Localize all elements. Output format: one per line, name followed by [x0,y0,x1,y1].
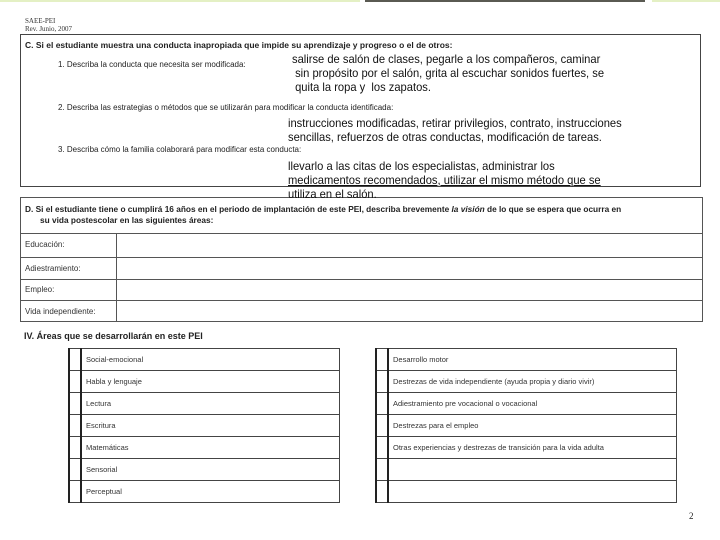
area-label: Destrezas de vida independiente (ayuda propia y diario vivir) [388,371,677,393]
areas-table-right [375,348,677,503]
area-checkbox[interactable] [69,481,81,503]
answer-line: llevarlo a las citas de los especialistas, administrar los [288,159,555,173]
row-empleo[interactable] [21,279,702,294]
area-row [376,393,677,415]
row-label: Adiestramiento: [25,264,81,273]
area-row [69,481,340,503]
answer-line: sencillas, refuerzos de otras conductas, modificación de tareas. [288,130,602,144]
area-label: Matemáticas [81,437,340,459]
row-label: Vida independiente: [25,307,96,316]
area-label: Perceptual [81,481,340,503]
answer-line: quita la ropa y los zapatos. [292,80,431,94]
item-2-label: 2. Describa las estrategias o métodos que se utilizarán para modificar la conducta identificada: [58,103,394,112]
answer-line: salirse de salón de clases, pegarle a los compañeros, caminar [292,52,601,66]
column-divider [116,233,117,321]
area-checkbox[interactable] [69,349,81,371]
section-d-title-line2: su vida postescolar en las siguientes áreas: [40,215,214,225]
area-row [376,481,677,503]
area-row [69,393,340,415]
area-checkbox[interactable] [376,437,388,459]
item-2-answer[interactable] [288,116,622,144]
area-checkbox[interactable] [69,371,81,393]
area-label [388,459,677,481]
area-label: Otras experiencias y destrezas de transición para la vida adulta [388,437,677,459]
row-label: Empleo: [25,285,55,294]
form-revision: Rev. Junio, 2007 [25,25,72,33]
area-label: Adiestramiento pre vocacional o vocacional [388,393,677,415]
area-label [388,481,677,503]
area-checkbox[interactable] [69,437,81,459]
top-border-left [0,0,360,2]
area-label: Escritura [81,415,340,437]
area-row [376,459,677,481]
section-iv-title: IV. Áreas que se desarrollarán en este PEI [24,331,203,341]
area-row [376,349,677,371]
area-checkbox[interactable] [69,393,81,415]
row-educacion[interactable] [21,233,702,249]
area-row [69,415,340,437]
item-1-label: 1. Describa la conducta que necesita ser modificada: [58,60,246,69]
form-code: SAEE-PEI [25,17,56,25]
item-3-answer[interactable] [288,159,601,201]
answer-line: utiliza en el salón. [288,187,377,201]
area-checkbox[interactable] [376,371,388,393]
area-label: Habla y lenguaje [81,371,340,393]
title-text: D. Si el estudiante tiene o cumplirá 16 años en el periodo de implantación de este PEI, describa brevemente [25,204,452,214]
area-row [69,459,340,481]
area-label: Lectura [81,393,340,415]
item-1-answer[interactable] [292,52,604,94]
area-checkbox[interactable] [376,349,388,371]
item-3-label: 3. Describa cómo la familia colaborará para modificar esta conducta: [58,145,302,154]
top-border-right [652,0,720,2]
area-row [376,371,677,393]
area-label: Destrezas para el empleo [388,415,677,437]
row-label: Educación: [25,240,65,249]
answer-line: medicamentos recomendados, utilizar el mismo método que se [288,173,601,187]
title-text: de lo que se espera que ocurra en [484,204,622,214]
page-number: 2 [689,511,694,521]
area-row [69,371,340,393]
section-c-title: C. Si el estudiante muestra una conducta inapropiada que impide su aprendizaje y progreso o el de otros: [25,40,453,50]
section-d-title [25,204,621,214]
area-checkbox[interactable] [376,393,388,415]
area-checkbox[interactable] [376,481,388,503]
area-checkbox[interactable] [69,459,81,481]
area-row [376,415,677,437]
area-label: Sensorial [81,459,340,481]
answer-line: sin propósito por el salón, grita al escuchar sonidos fuertes, se [292,66,605,80]
row-adiestramiento[interactable] [21,257,702,273]
area-row [69,437,340,459]
area-checkbox[interactable] [376,415,388,437]
area-row [69,349,340,371]
top-border-center [365,0,645,2]
area-row [376,437,677,459]
area-label: Social-emocional [81,349,340,371]
area-checkbox[interactable] [376,459,388,481]
area-label: Desarrollo motor [388,349,677,371]
section-d-box [20,197,703,322]
answer-line: instrucciones modificadas, retirar privilegios, contrato, instrucciones [288,116,622,130]
row-vida-independiente[interactable] [21,300,702,316]
areas-table-left [68,348,340,503]
title-italic: la visión [451,204,485,214]
area-checkbox[interactable] [69,415,81,437]
